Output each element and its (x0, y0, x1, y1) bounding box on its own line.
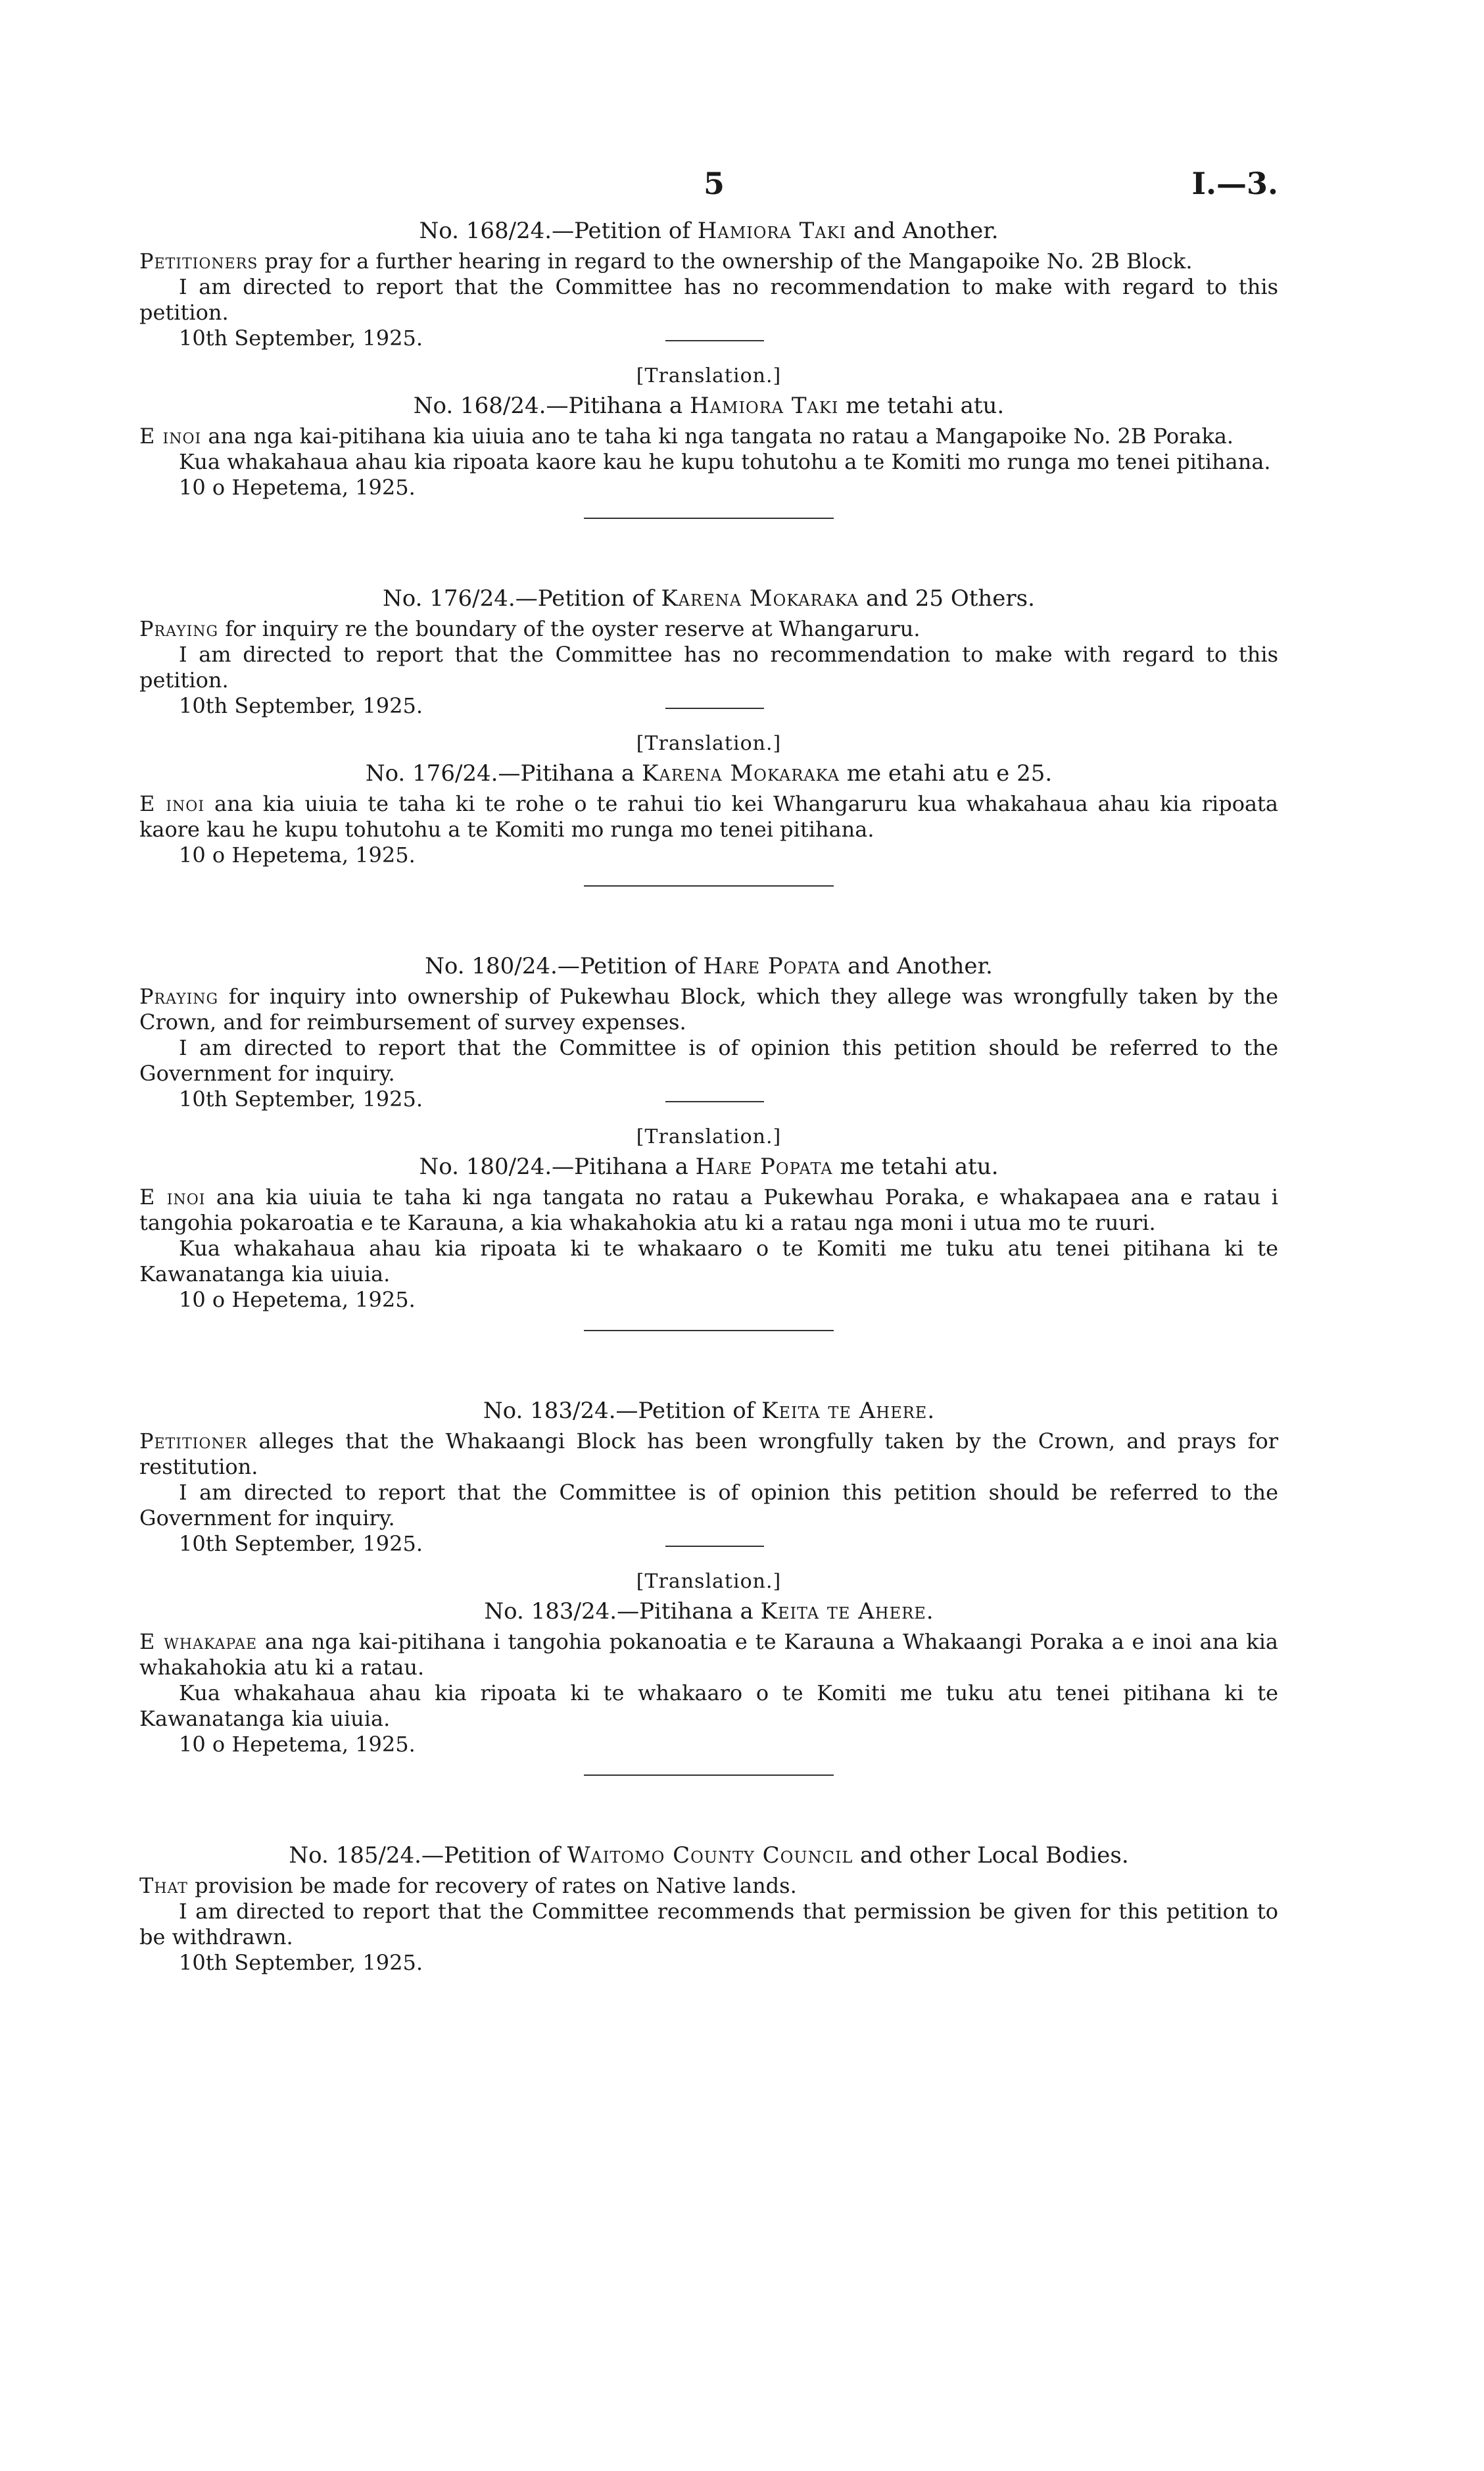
short-rule (665, 1546, 764, 1547)
lead-word: Praying (139, 984, 219, 1009)
translation-prayer (139, 1185, 1278, 1236)
translation-date: 10 o Hepetema, 1925. (179, 843, 416, 868)
petition-prayer (139, 984, 1278, 1035)
petition-183 (139, 1397, 1278, 1776)
prayer-text: alleges that the Whakaangi Block has been wrongfully taken by the Crown, and prays for restitution. (139, 1429, 1278, 1479)
petitioner-name: Hamiora Taki (689, 393, 839, 419)
prayer-text: pray for a further hearing in regard to the ownership of the Mangapoike No. 2B Block. (258, 249, 1193, 274)
translation-text: ana kia uiuia te taha ki te rohe o te rahui tio kei Whangaruru kua whakahaua ahau kia ripoata kaore kau he kupu tohutohu a te Komiti mo runga mo tenei pitihana. (139, 791, 1278, 842)
petition-185 (139, 1842, 1278, 1976)
petitioner-name: Hare Popata (703, 953, 841, 979)
translation-date: 10 o Hepetema, 1925. (179, 1287, 416, 1312)
report-date (139, 326, 1278, 351)
prayer-text: provision be made for recovery of rates on Native lands. (187, 1873, 797, 1898)
lead-word: E inoi (139, 791, 205, 816)
committee-report: I am directed to report that the Committee recommends that permission be given for this petition to be withdrawn. (139, 1899, 1278, 1949)
date-text: 10th September, 1925. (179, 1087, 423, 1112)
document-reference: I.—3. (1191, 166, 1278, 201)
petition-title-suffix: and 25 Others. (859, 585, 1035, 612)
lead-word: E inoi (139, 1185, 206, 1210)
translation-date: 10 o Hepetema, 1925. (179, 475, 416, 500)
petition-number: No. 176/24. (365, 760, 498, 787)
date-text: 10th September, 1925. (179, 1531, 423, 1556)
petitioner-name: Waitomo County Council (567, 1842, 853, 1869)
date-text: 10th September, 1925. (179, 693, 423, 718)
report-date (139, 693, 1278, 719)
translation-prayer (139, 1629, 1278, 1680)
pitihana-label: —Pitihana a (617, 1598, 761, 1625)
translation-report: Kua whakahaua ahau kia ripoata kaore kau he kupu tohutohu a te Komiti mo runga mo tenei pitihana. (179, 449, 1271, 474)
petition-prayer (139, 1873, 1278, 1899)
petition-of-label: —Petition of (515, 585, 661, 612)
petition-prayer (139, 249, 1278, 274)
translation-title (139, 760, 1278, 787)
pitihana-label: —Pitihana a (498, 760, 642, 787)
pitihana-label: —Pitihana a (552, 1154, 696, 1180)
report-date: 10th September, 1925. (179, 1950, 423, 1975)
petition-number: No. 180/24. (425, 953, 558, 979)
lead-word: That (139, 1873, 188, 1898)
translation-title (139, 392, 1278, 420)
translation-label: [Translation.] (636, 1125, 782, 1148)
translation-title-suffix: me tetahi atu. (838, 393, 1005, 419)
date-text: 10th September, 1925. (179, 326, 423, 351)
petition-title (139, 1397, 1278, 1425)
translation-prayer (139, 791, 1278, 843)
lead-word: Petitioner (139, 1429, 248, 1454)
translation-title-suffix: . (926, 1598, 934, 1625)
pitihana-label: —Pitihana a (546, 393, 690, 419)
report-date (139, 1531, 1278, 1557)
short-rule (665, 340, 764, 341)
petition-title (139, 952, 1278, 980)
translation-report: Kua whakahaua ahau kia ripoata ki te whakaaro o te Komiti me tuku atu tenei pitihana ki te Kawanatanga kia uiuia. (139, 1680, 1278, 1731)
petition-prayer (139, 616, 1278, 642)
petitioner-name: Karena Mokaraka (642, 760, 840, 787)
petition-title-suffix: and other Local Bodies. (853, 1842, 1129, 1869)
petition-176 (139, 585, 1278, 887)
petition-of-label: —Petition of (421, 1842, 567, 1869)
petition-180 (139, 952, 1278, 1331)
translation-text: ana kia uiuia te taha ki nga tangata no ratau a Pukewhau Poraka, e whakapaea ana e ratau i tangohia pokaroatia e te Karauna, a kia whakahokia atu ki a ratau nga moni i utua mo te ruuri. (139, 1185, 1279, 1235)
document-page (139, 151, 1278, 1976)
petition-title-suffix: . (927, 1398, 935, 1424)
translation-title-suffix: me etahi atu e 25. (839, 760, 1053, 787)
petition-number: No. 168/24. (419, 218, 552, 244)
petition-number: No. 176/24. (383, 585, 515, 612)
lead-word: Petitioners (139, 249, 258, 274)
petition-number: No. 183/24. (483, 1398, 616, 1424)
petition-title (139, 1842, 1278, 1869)
committee-report: I am directed to report that the Committee is of opinion this petition should be referred to the Government for inquiry. (139, 1035, 1278, 1086)
petition-prayer (139, 1429, 1278, 1480)
lead-word: E whakapae (139, 1629, 258, 1654)
short-rule (665, 1101, 764, 1102)
report-date (139, 1087, 1278, 1112)
lead-word: Praying (139, 616, 219, 641)
translation-label: [Translation.] (636, 732, 782, 755)
prayer-text: for inquiry into ownership of Pukewhau Block, which they allege was wrongfully taken by the Crown, and for reimbursement of survey expenses. (139, 984, 1278, 1035)
petitioner-name: Hamiora Taki (697, 218, 847, 244)
petition-title-suffix: and Another. (846, 218, 999, 244)
committee-report: I am directed to report that the Committee is of opinion this petition should be referred to the Government for inquiry. (139, 1480, 1278, 1530)
translation-text: ana nga kai-pitihana i tangohia pokanoatia e te Karauna a Whakaangi Poraka a e inoi ana kia whakahokia atu ki a ratau. (139, 1629, 1279, 1680)
petition-title (139, 585, 1278, 612)
translation-label: [Translation.] (636, 364, 782, 387)
translation-label: [Translation.] (636, 1570, 782, 1593)
translation-title-suffix: me tetahi atu. (832, 1154, 999, 1180)
petitioner-name: Karena Mokaraka (661, 585, 859, 612)
translation-text: ana nga kai-pitihana kia uiuia ano te taha ki nga tangata no ratau a Mangapoike No. 2B Poraka. (201, 424, 1234, 449)
page-header (139, 151, 1278, 210)
translation-title (139, 1153, 1278, 1181)
translation-prayer (139, 424, 1278, 449)
petition-of-label: —Petition of (615, 1398, 762, 1424)
translation-title (139, 1598, 1278, 1625)
petitioner-name: Keita te Ahere (761, 1398, 928, 1424)
petition-of-label: —Petition of (557, 953, 704, 979)
petition-number: No. 185/24. (289, 1842, 421, 1869)
translation-report: Kua whakahaua ahau kia ripoata ki te whakaaro o te Komiti me tuku atu tenei pitihana ki te Kawanatanga kia uiuia. (139, 1236, 1278, 1286)
page-number: 5 (704, 166, 725, 201)
translation-date: 10 o Hepetema, 1925. (179, 1732, 416, 1757)
petition-number: No. 180/24. (419, 1154, 552, 1180)
petition-168 (139, 217, 1278, 519)
petition-number: No. 168/24. (413, 393, 546, 419)
petition-title (139, 217, 1278, 245)
lead-word: E inoi (139, 424, 202, 449)
short-rule (665, 708, 764, 709)
petitioner-name: Hare Popata (695, 1154, 833, 1180)
petition-title-suffix: and Another. (840, 953, 993, 979)
petition-of-label: —Petition of (552, 218, 698, 244)
petitioner-name: Keita te Ahere (760, 1598, 926, 1625)
committee-report: I am directed to report that the Committee has no recommendation to make with regard to this petition. (139, 274, 1278, 325)
petition-number: No. 183/24. (484, 1598, 617, 1625)
prayer-text: for inquiry re the boundary of the oyster reserve at Whangaruru. (218, 616, 921, 641)
committee-report: I am directed to report that the Committee has no recommendation to make with regard to this petition. (139, 642, 1278, 693)
